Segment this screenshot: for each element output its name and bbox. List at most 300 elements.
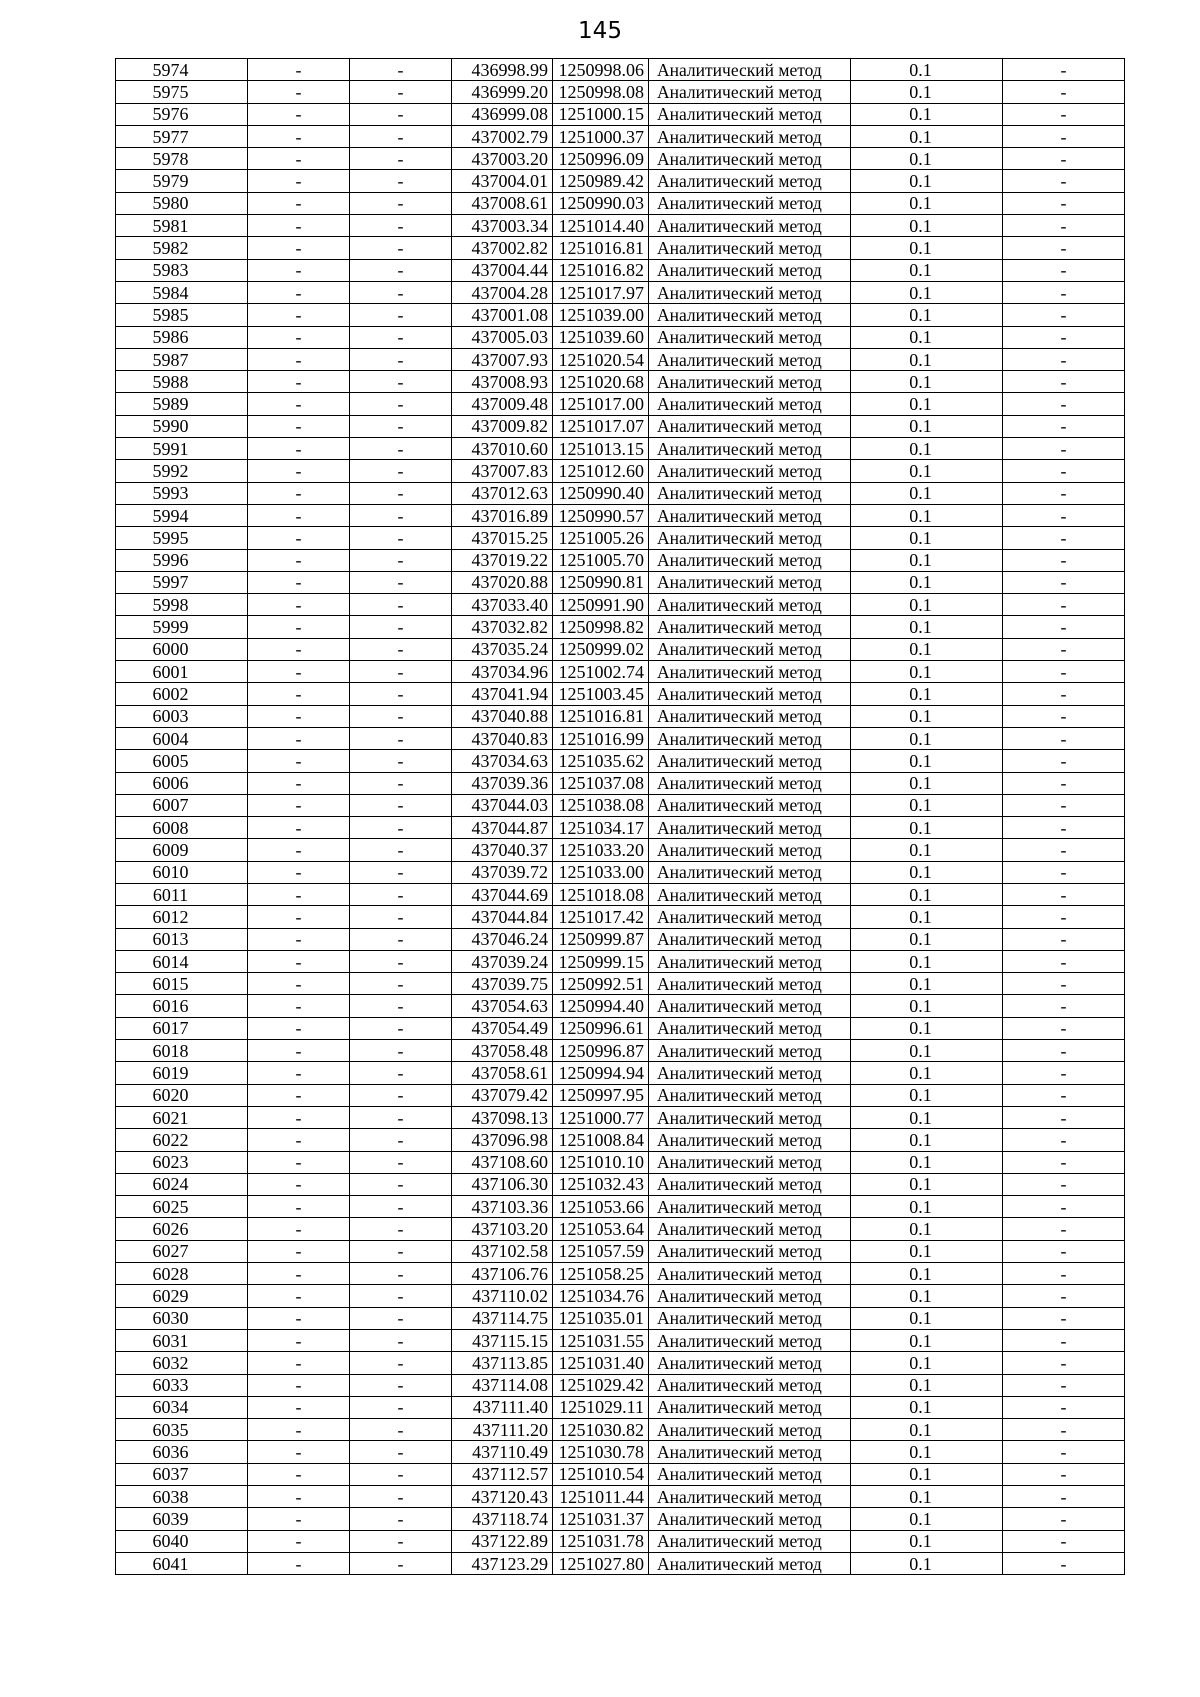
x-coordinate-cell: 437039.75 bbox=[452, 973, 553, 995]
point-number-cell: 6023 bbox=[116, 1151, 248, 1173]
note-cell: - bbox=[1003, 1062, 1125, 1084]
dash-cell: - bbox=[248, 393, 350, 415]
method-cell: Аналитический метод bbox=[649, 839, 851, 861]
point-number-cell: 5974 bbox=[116, 59, 248, 81]
note-cell: - bbox=[1003, 794, 1125, 816]
y-coordinate-cell: 1250998.82 bbox=[553, 616, 649, 638]
dash-cell: - bbox=[248, 348, 350, 370]
x-coordinate-cell: 437111.20 bbox=[452, 1419, 553, 1441]
point-number-cell: 6009 bbox=[116, 839, 248, 861]
y-coordinate-cell: 1251016.81 bbox=[553, 237, 649, 259]
dash-cell: - bbox=[248, 326, 350, 348]
dash-cell: - bbox=[350, 1396, 452, 1418]
point-number-cell: 5987 bbox=[116, 348, 248, 370]
method-cell: Аналитический метод bbox=[649, 995, 851, 1017]
method-cell: Аналитический метод bbox=[649, 1151, 851, 1173]
dash-cell: - bbox=[350, 1240, 452, 1262]
y-coordinate-cell: 1251034.76 bbox=[553, 1285, 649, 1307]
dash-cell: - bbox=[248, 727, 350, 749]
point-number-cell: 5993 bbox=[116, 482, 248, 504]
table-row bbox=[116, 81, 1125, 103]
dash-cell: - bbox=[248, 170, 350, 192]
dash-cell: - bbox=[248, 1017, 350, 1039]
accuracy-cell: 0.1 bbox=[851, 281, 1003, 303]
table-row bbox=[116, 1307, 1125, 1329]
x-coordinate-cell: 437007.93 bbox=[452, 348, 553, 370]
x-coordinate-cell: 436999.08 bbox=[452, 103, 553, 125]
dash-cell: - bbox=[248, 1329, 350, 1351]
table-row bbox=[116, 1285, 1125, 1307]
accuracy-cell: 0.1 bbox=[851, 616, 1003, 638]
x-coordinate-cell: 437009.82 bbox=[452, 415, 553, 437]
table-row bbox=[116, 371, 1125, 393]
accuracy-cell: 0.1 bbox=[851, 950, 1003, 972]
point-number-cell: 5994 bbox=[116, 504, 248, 526]
method-cell: Аналитический метод bbox=[649, 638, 851, 660]
dash-cell: - bbox=[350, 839, 452, 861]
dash-cell: - bbox=[350, 1017, 452, 1039]
x-coordinate-cell: 437005.03 bbox=[452, 326, 553, 348]
x-coordinate-cell: 437007.83 bbox=[452, 460, 553, 482]
note-cell: - bbox=[1003, 839, 1125, 861]
method-cell: Аналитический метод bbox=[649, 1552, 851, 1574]
accuracy-cell: 0.1 bbox=[851, 906, 1003, 928]
x-coordinate-cell: 437079.42 bbox=[452, 1084, 553, 1106]
x-coordinate-cell: 437044.69 bbox=[452, 883, 553, 905]
y-coordinate-cell: 1250998.06 bbox=[553, 59, 649, 81]
accuracy-cell: 0.1 bbox=[851, 1352, 1003, 1374]
point-number-cell: 6013 bbox=[116, 928, 248, 950]
point-number-cell: 6003 bbox=[116, 705, 248, 727]
point-number-cell: 6022 bbox=[116, 1129, 248, 1151]
note-cell: - bbox=[1003, 148, 1125, 170]
dash-cell: - bbox=[350, 215, 452, 237]
x-coordinate-cell: 437034.63 bbox=[452, 750, 553, 772]
note-cell: - bbox=[1003, 81, 1125, 103]
table-row bbox=[116, 482, 1125, 504]
x-coordinate-cell: 437112.57 bbox=[452, 1463, 553, 1485]
table-row bbox=[116, 594, 1125, 616]
dash-cell: - bbox=[248, 1173, 350, 1195]
dash-cell: - bbox=[248, 415, 350, 437]
dash-cell: - bbox=[248, 192, 350, 214]
method-cell: Аналитический метод bbox=[649, 304, 851, 326]
method-cell: Аналитический метод bbox=[649, 415, 851, 437]
table-row bbox=[116, 1062, 1125, 1084]
dash-cell: - bbox=[248, 1106, 350, 1128]
method-cell: Аналитический метод bbox=[649, 1173, 851, 1195]
dash-cell: - bbox=[350, 348, 452, 370]
point-number-cell: 6001 bbox=[116, 661, 248, 683]
method-cell: Аналитический метод bbox=[649, 750, 851, 772]
y-coordinate-cell: 1251000.37 bbox=[553, 125, 649, 147]
table-row bbox=[116, 1463, 1125, 1485]
dash-cell: - bbox=[248, 259, 350, 281]
y-coordinate-cell: 1251012.60 bbox=[553, 460, 649, 482]
point-number-cell: 5984 bbox=[116, 281, 248, 303]
dash-cell: - bbox=[248, 460, 350, 482]
note-cell: - bbox=[1003, 571, 1125, 593]
dash-cell: - bbox=[248, 438, 350, 460]
table-row bbox=[116, 1419, 1125, 1441]
note-cell: - bbox=[1003, 527, 1125, 549]
method-cell: Аналитический метод bbox=[649, 148, 851, 170]
y-coordinate-cell: 1251053.64 bbox=[553, 1218, 649, 1240]
table-row bbox=[116, 1017, 1125, 1039]
table-row bbox=[116, 1352, 1125, 1374]
x-coordinate-cell: 437004.28 bbox=[452, 281, 553, 303]
x-coordinate-cell: 437114.08 bbox=[452, 1374, 553, 1396]
method-cell: Аналитический метод bbox=[649, 594, 851, 616]
method-cell: Аналитический метод bbox=[649, 727, 851, 749]
method-cell: Аналитический метод bbox=[649, 215, 851, 237]
table-row bbox=[116, 259, 1125, 281]
x-coordinate-cell: 437108.60 bbox=[452, 1151, 553, 1173]
y-coordinate-cell: 1251057.59 bbox=[553, 1240, 649, 1262]
dash-cell: - bbox=[248, 482, 350, 504]
note-cell: - bbox=[1003, 750, 1125, 772]
dash-cell: - bbox=[248, 1552, 350, 1574]
note-cell: - bbox=[1003, 1151, 1125, 1173]
note-cell: - bbox=[1003, 1263, 1125, 1285]
point-number-cell: 6018 bbox=[116, 1040, 248, 1062]
table-row bbox=[116, 950, 1125, 972]
dash-cell: - bbox=[350, 594, 452, 616]
point-number-cell: 5980 bbox=[116, 192, 248, 214]
dash-cell: - bbox=[350, 1329, 452, 1351]
x-coordinate-cell: 437110.49 bbox=[452, 1441, 553, 1463]
x-coordinate-cell: 437040.37 bbox=[452, 839, 553, 861]
table-row bbox=[116, 1084, 1125, 1106]
point-number-cell: 6037 bbox=[116, 1463, 248, 1485]
y-coordinate-cell: 1251016.82 bbox=[553, 259, 649, 281]
y-coordinate-cell: 1250994.40 bbox=[553, 995, 649, 1017]
table-row bbox=[116, 661, 1125, 683]
accuracy-cell: 0.1 bbox=[851, 348, 1003, 370]
dash-cell: - bbox=[350, 1151, 452, 1173]
method-cell: Аналитический метод bbox=[649, 1263, 851, 1285]
dash-cell: - bbox=[350, 1463, 452, 1485]
point-number-cell: 6039 bbox=[116, 1508, 248, 1530]
table-row bbox=[116, 59, 1125, 81]
table-row bbox=[116, 973, 1125, 995]
y-coordinate-cell: 1251034.17 bbox=[553, 817, 649, 839]
note-cell: - bbox=[1003, 1285, 1125, 1307]
accuracy-cell: 0.1 bbox=[851, 103, 1003, 125]
table-row bbox=[116, 839, 1125, 861]
dash-cell: - bbox=[350, 616, 452, 638]
accuracy-cell: 0.1 bbox=[851, 1486, 1003, 1508]
note-cell: - bbox=[1003, 1017, 1125, 1039]
x-coordinate-cell: 437102.58 bbox=[452, 1240, 553, 1262]
table-row bbox=[116, 616, 1125, 638]
point-number-cell: 6012 bbox=[116, 906, 248, 928]
table-row bbox=[116, 906, 1125, 928]
x-coordinate-cell: 437110.02 bbox=[452, 1285, 553, 1307]
table-row bbox=[116, 571, 1125, 593]
table-row bbox=[116, 705, 1125, 727]
y-coordinate-cell: 1251018.08 bbox=[553, 883, 649, 905]
point-number-cell: 6035 bbox=[116, 1419, 248, 1441]
dash-cell: - bbox=[248, 1352, 350, 1374]
dash-cell: - bbox=[350, 1040, 452, 1062]
method-cell: Аналитический метод bbox=[649, 950, 851, 972]
note-cell: - bbox=[1003, 304, 1125, 326]
accuracy-cell: 0.1 bbox=[851, 304, 1003, 326]
y-coordinate-cell: 1251037.08 bbox=[553, 772, 649, 794]
method-cell: Аналитический метод bbox=[649, 1285, 851, 1307]
point-number-cell: 6002 bbox=[116, 683, 248, 705]
accuracy-cell: 0.1 bbox=[851, 460, 1003, 482]
coordinates-table-body bbox=[116, 59, 1125, 1575]
accuracy-cell: 0.1 bbox=[851, 1240, 1003, 1262]
point-number-cell: 6017 bbox=[116, 1017, 248, 1039]
dash-cell: - bbox=[350, 638, 452, 660]
y-coordinate-cell: 1250996.09 bbox=[553, 148, 649, 170]
table-row bbox=[116, 883, 1125, 905]
method-cell: Аналитический метод bbox=[649, 438, 851, 460]
dash-cell: - bbox=[248, 995, 350, 1017]
accuracy-cell: 0.1 bbox=[851, 415, 1003, 437]
point-number-cell: 5989 bbox=[116, 393, 248, 415]
y-coordinate-cell: 1250999.15 bbox=[553, 950, 649, 972]
x-coordinate-cell: 437058.61 bbox=[452, 1062, 553, 1084]
y-coordinate-cell: 1251053.66 bbox=[553, 1196, 649, 1218]
x-coordinate-cell: 437096.98 bbox=[452, 1129, 553, 1151]
point-number-cell: 5995 bbox=[116, 527, 248, 549]
dash-cell: - bbox=[350, 259, 452, 281]
dash-cell: - bbox=[248, 839, 350, 861]
note-cell: - bbox=[1003, 259, 1125, 281]
point-number-cell: 5998 bbox=[116, 594, 248, 616]
y-coordinate-cell: 1251032.43 bbox=[553, 1173, 649, 1195]
y-coordinate-cell: 1251039.60 bbox=[553, 326, 649, 348]
note-cell: - bbox=[1003, 883, 1125, 905]
point-number-cell: 6004 bbox=[116, 727, 248, 749]
table-row bbox=[116, 103, 1125, 125]
method-cell: Аналитический метод bbox=[649, 772, 851, 794]
dash-cell: - bbox=[350, 549, 452, 571]
table-row bbox=[116, 438, 1125, 460]
y-coordinate-cell: 1251005.70 bbox=[553, 549, 649, 571]
table-row bbox=[116, 1129, 1125, 1151]
y-coordinate-cell: 1251029.11 bbox=[553, 1396, 649, 1418]
point-number-cell: 5976 bbox=[116, 103, 248, 125]
dash-cell: - bbox=[350, 527, 452, 549]
accuracy-cell: 0.1 bbox=[851, 638, 1003, 660]
method-cell: Аналитический метод bbox=[649, 1352, 851, 1374]
accuracy-cell: 0.1 bbox=[851, 527, 1003, 549]
method-cell: Аналитический метод bbox=[649, 259, 851, 281]
x-coordinate-cell: 437103.20 bbox=[452, 1218, 553, 1240]
dash-cell: - bbox=[350, 125, 452, 147]
x-coordinate-cell: 437015.25 bbox=[452, 527, 553, 549]
dash-cell: - bbox=[350, 661, 452, 683]
accuracy-cell: 0.1 bbox=[851, 1017, 1003, 1039]
accuracy-cell: 0.1 bbox=[851, 59, 1003, 81]
x-coordinate-cell: 437054.49 bbox=[452, 1017, 553, 1039]
table-row bbox=[116, 393, 1125, 415]
accuracy-cell: 0.1 bbox=[851, 995, 1003, 1017]
table-row bbox=[116, 215, 1125, 237]
y-coordinate-cell: 1251039.00 bbox=[553, 304, 649, 326]
note-cell: - bbox=[1003, 661, 1125, 683]
page-number: 145 bbox=[578, 18, 622, 44]
accuracy-cell: 0.1 bbox=[851, 839, 1003, 861]
method-cell: Аналитический метод bbox=[649, 527, 851, 549]
dash-cell: - bbox=[248, 1040, 350, 1062]
note-cell: - bbox=[1003, 1463, 1125, 1485]
method-cell: Аналитический метод bbox=[649, 1307, 851, 1329]
point-number-cell: 6041 bbox=[116, 1552, 248, 1574]
accuracy-cell: 0.1 bbox=[851, 1530, 1003, 1552]
note-cell: - bbox=[1003, 906, 1125, 928]
method-cell: Аналитический метод bbox=[649, 1017, 851, 1039]
y-coordinate-cell: 1250999.02 bbox=[553, 638, 649, 660]
note-cell: - bbox=[1003, 928, 1125, 950]
table-row bbox=[116, 192, 1125, 214]
x-coordinate-cell: 437003.34 bbox=[452, 215, 553, 237]
x-coordinate-cell: 437120.43 bbox=[452, 1486, 553, 1508]
dash-cell: - bbox=[350, 1062, 452, 1084]
point-number-cell: 6020 bbox=[116, 1084, 248, 1106]
accuracy-cell: 0.1 bbox=[851, 727, 1003, 749]
dash-cell: - bbox=[248, 1486, 350, 1508]
accuracy-cell: 0.1 bbox=[851, 125, 1003, 147]
x-coordinate-cell: 437103.36 bbox=[452, 1196, 553, 1218]
accuracy-cell: 0.1 bbox=[851, 750, 1003, 772]
note-cell: - bbox=[1003, 1106, 1125, 1128]
method-cell: Аналитический метод bbox=[649, 906, 851, 928]
dash-cell: - bbox=[350, 571, 452, 593]
y-coordinate-cell: 1250992.51 bbox=[553, 973, 649, 995]
dash-cell: - bbox=[350, 192, 452, 214]
method-cell: Аналитический метод bbox=[649, 1441, 851, 1463]
table-row bbox=[116, 1374, 1125, 1396]
dash-cell: - bbox=[350, 1508, 452, 1530]
point-number-cell: 5992 bbox=[116, 460, 248, 482]
dash-cell: - bbox=[350, 1084, 452, 1106]
x-coordinate-cell: 437044.87 bbox=[452, 817, 553, 839]
method-cell: Аналитический метод bbox=[649, 1218, 851, 1240]
note-cell: - bbox=[1003, 1196, 1125, 1218]
dash-cell: - bbox=[350, 683, 452, 705]
y-coordinate-cell: 1251017.42 bbox=[553, 906, 649, 928]
dash-cell: - bbox=[350, 504, 452, 526]
accuracy-cell: 0.1 bbox=[851, 259, 1003, 281]
x-coordinate-cell: 437003.20 bbox=[452, 148, 553, 170]
dash-cell: - bbox=[350, 973, 452, 995]
dash-cell: - bbox=[350, 59, 452, 81]
method-cell: Аналитический метод bbox=[649, 1530, 851, 1552]
note-cell: - bbox=[1003, 438, 1125, 460]
accuracy-cell: 0.1 bbox=[851, 1196, 1003, 1218]
note-cell: - bbox=[1003, 616, 1125, 638]
note-cell: - bbox=[1003, 705, 1125, 727]
table-row bbox=[116, 281, 1125, 303]
dash-cell: - bbox=[248, 772, 350, 794]
table-row bbox=[116, 1106, 1125, 1128]
dash-cell: - bbox=[350, 81, 452, 103]
dash-cell: - bbox=[350, 1486, 452, 1508]
accuracy-cell: 0.1 bbox=[851, 237, 1003, 259]
dash-cell: - bbox=[248, 1263, 350, 1285]
accuracy-cell: 0.1 bbox=[851, 482, 1003, 504]
point-number-cell: 5997 bbox=[116, 571, 248, 593]
dash-cell: - bbox=[248, 237, 350, 259]
point-number-cell: 5981 bbox=[116, 215, 248, 237]
point-number-cell: 6038 bbox=[116, 1486, 248, 1508]
dash-cell: - bbox=[350, 794, 452, 816]
method-cell: Аналитический метод bbox=[649, 460, 851, 482]
dash-cell: - bbox=[350, 148, 452, 170]
dash-cell: - bbox=[350, 438, 452, 460]
accuracy-cell: 0.1 bbox=[851, 683, 1003, 705]
table-row bbox=[116, 527, 1125, 549]
method-cell: Аналитический метод bbox=[649, 705, 851, 727]
dash-cell: - bbox=[248, 1396, 350, 1418]
point-number-cell: 5983 bbox=[116, 259, 248, 281]
point-number-cell: 5999 bbox=[116, 616, 248, 638]
note-cell: - bbox=[1003, 1307, 1125, 1329]
y-coordinate-cell: 1251010.54 bbox=[553, 1463, 649, 1485]
note-cell: - bbox=[1003, 638, 1125, 660]
note-cell: - bbox=[1003, 371, 1125, 393]
method-cell: Аналитический метод bbox=[649, 661, 851, 683]
dash-cell: - bbox=[248, 125, 350, 147]
dash-cell: - bbox=[248, 705, 350, 727]
dash-cell: - bbox=[248, 683, 350, 705]
x-coordinate-cell: 437020.88 bbox=[452, 571, 553, 593]
accuracy-cell: 0.1 bbox=[851, 1508, 1003, 1530]
dash-cell: - bbox=[248, 59, 350, 81]
accuracy-cell: 0.1 bbox=[851, 1441, 1003, 1463]
dash-cell: - bbox=[248, 148, 350, 170]
dash-cell: - bbox=[350, 772, 452, 794]
y-coordinate-cell: 1251003.45 bbox=[553, 683, 649, 705]
accuracy-cell: 0.1 bbox=[851, 192, 1003, 214]
point-number-cell: 5975 bbox=[116, 81, 248, 103]
accuracy-cell: 0.1 bbox=[851, 661, 1003, 683]
accuracy-cell: 0.1 bbox=[851, 326, 1003, 348]
point-number-cell: 6007 bbox=[116, 794, 248, 816]
y-coordinate-cell: 1251035.62 bbox=[553, 750, 649, 772]
dash-cell: - bbox=[350, 460, 452, 482]
y-coordinate-cell: 1250997.95 bbox=[553, 1084, 649, 1106]
dash-cell: - bbox=[248, 81, 350, 103]
x-coordinate-cell: 437035.24 bbox=[452, 638, 553, 660]
x-coordinate-cell: 437019.22 bbox=[452, 549, 553, 571]
dash-cell: - bbox=[350, 1374, 452, 1396]
point-number-cell: 6000 bbox=[116, 638, 248, 660]
method-cell: Аналитический метод bbox=[649, 1374, 851, 1396]
accuracy-cell: 0.1 bbox=[851, 170, 1003, 192]
dash-cell: - bbox=[350, 995, 452, 1017]
accuracy-cell: 0.1 bbox=[851, 1151, 1003, 1173]
dash-cell: - bbox=[248, 1441, 350, 1463]
method-cell: Аналитический метод bbox=[649, 81, 851, 103]
point-number-cell: 6019 bbox=[116, 1062, 248, 1084]
table-row bbox=[116, 1552, 1125, 1574]
dash-cell: - bbox=[350, 928, 452, 950]
y-coordinate-cell: 1251014.40 bbox=[553, 215, 649, 237]
table-row bbox=[116, 817, 1125, 839]
method-cell: Аналитический метод bbox=[649, 1419, 851, 1441]
method-cell: Аналитический метод bbox=[649, 1396, 851, 1418]
table-row bbox=[116, 237, 1125, 259]
accuracy-cell: 0.1 bbox=[851, 1285, 1003, 1307]
x-coordinate-cell: 436999.20 bbox=[452, 81, 553, 103]
